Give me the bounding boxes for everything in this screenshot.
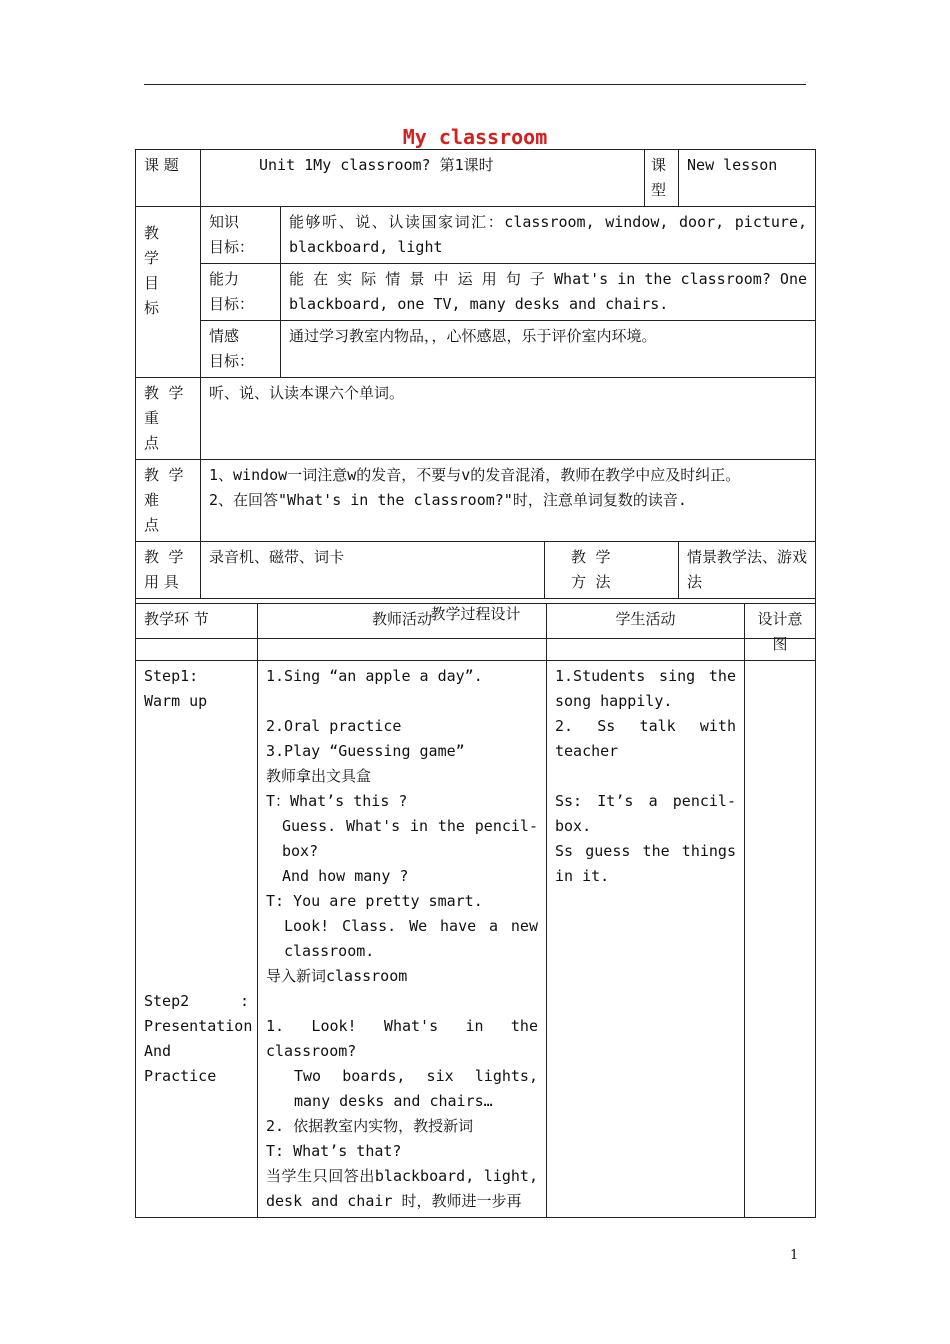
process-table — [135, 603, 816, 1218]
header-rule — [144, 84, 806, 85]
tools-label: 教 学 用 具 — [136, 542, 201, 599]
page-number: 1 — [790, 1248, 799, 1263]
key-points-text: 听、说、认读本课六个单词。 — [201, 378, 816, 460]
objectives-label: 教 学 目 标 — [136, 207, 201, 378]
method-text: 情景教学法、游戏法 — [679, 542, 816, 599]
document-title: My classroom — [402, 125, 548, 149]
design-intent-cell — [745, 661, 816, 1218]
ability-label: 能力 目标： — [201, 264, 281, 321]
tools-text: 录音机、磁带、词卡 — [201, 542, 545, 599]
ability-text: 能 在 实 际 情 景 中 运 用 句 子 What's in the classroom? One blackboard, one TV, many desks and chairs. — [281, 264, 816, 321]
col-header-student: 学生活动 — [547, 604, 745, 661]
knowledge-text: 能够听、说、认读国家词汇：classroom, window, door, picture, blackboard, light — [281, 207, 816, 264]
difficulties-label: 教 学 难 点 — [136, 460, 201, 542]
process-heading: 教学过程设计 — [136, 599, 816, 639]
col-header-teacher: 教师活动 — [258, 604, 547, 661]
teacher-activity-cell: 1.Sing “an apple a day”. 2.Oral practice 3.Play “Guessing game” 教师拿出文具盒 T：What’s this ? Guess. What's in the pencil-box? And how many ? T: You are pretty smart. Look! Class. We have a new classroom. 导入新词classroom 1. Look! What's in the classroom? Two boards, six lights, many desks and chairs… 2. 依据教室内实物，教授新词 T: What’s that? 当学生只回答出blackboard, light, desk and chair 时，教师进一步再 — [258, 661, 547, 1218]
type-label: 课 型 — [645, 150, 679, 207]
student-activity-cell: 1.Students sing the song happily. 2. Ss talk with teacher Ss: It’s a pencil-box. Ss guess the things in it. — [547, 661, 745, 1218]
knowledge-label: 知识 目标： — [201, 207, 281, 264]
difficulties-text: 1、window一词注意w的发音，不要与v的发音混淆，教师在教学中应及时纠正。 2、在回答"What's in the classroom?"时，注意单词复数的读音. — [201, 460, 816, 542]
type-value: New lesson — [679, 150, 816, 207]
emotion-text: 通过学习教室内物品，，心怀感恩，乐于评价室内环境。 — [281, 321, 816, 378]
emotion-label: 情感 目标： — [201, 321, 281, 378]
stage-cell: Step1: Warm up Step2 : Presentation And Practice — [136, 661, 258, 1218]
method-label: 教 学 方 法 — [545, 542, 679, 599]
lesson-info-table — [135, 149, 816, 639]
col-header-intent: 设计意 图 — [745, 604, 816, 661]
topic-value: Unit 1My classroom? 第1课时 — [201, 150, 645, 207]
col-header-stage: 教学环 节 — [136, 604, 258, 661]
topic-label: 课 题 — [136, 150, 201, 207]
key-points-label: 教 学 重 点 — [136, 378, 201, 460]
